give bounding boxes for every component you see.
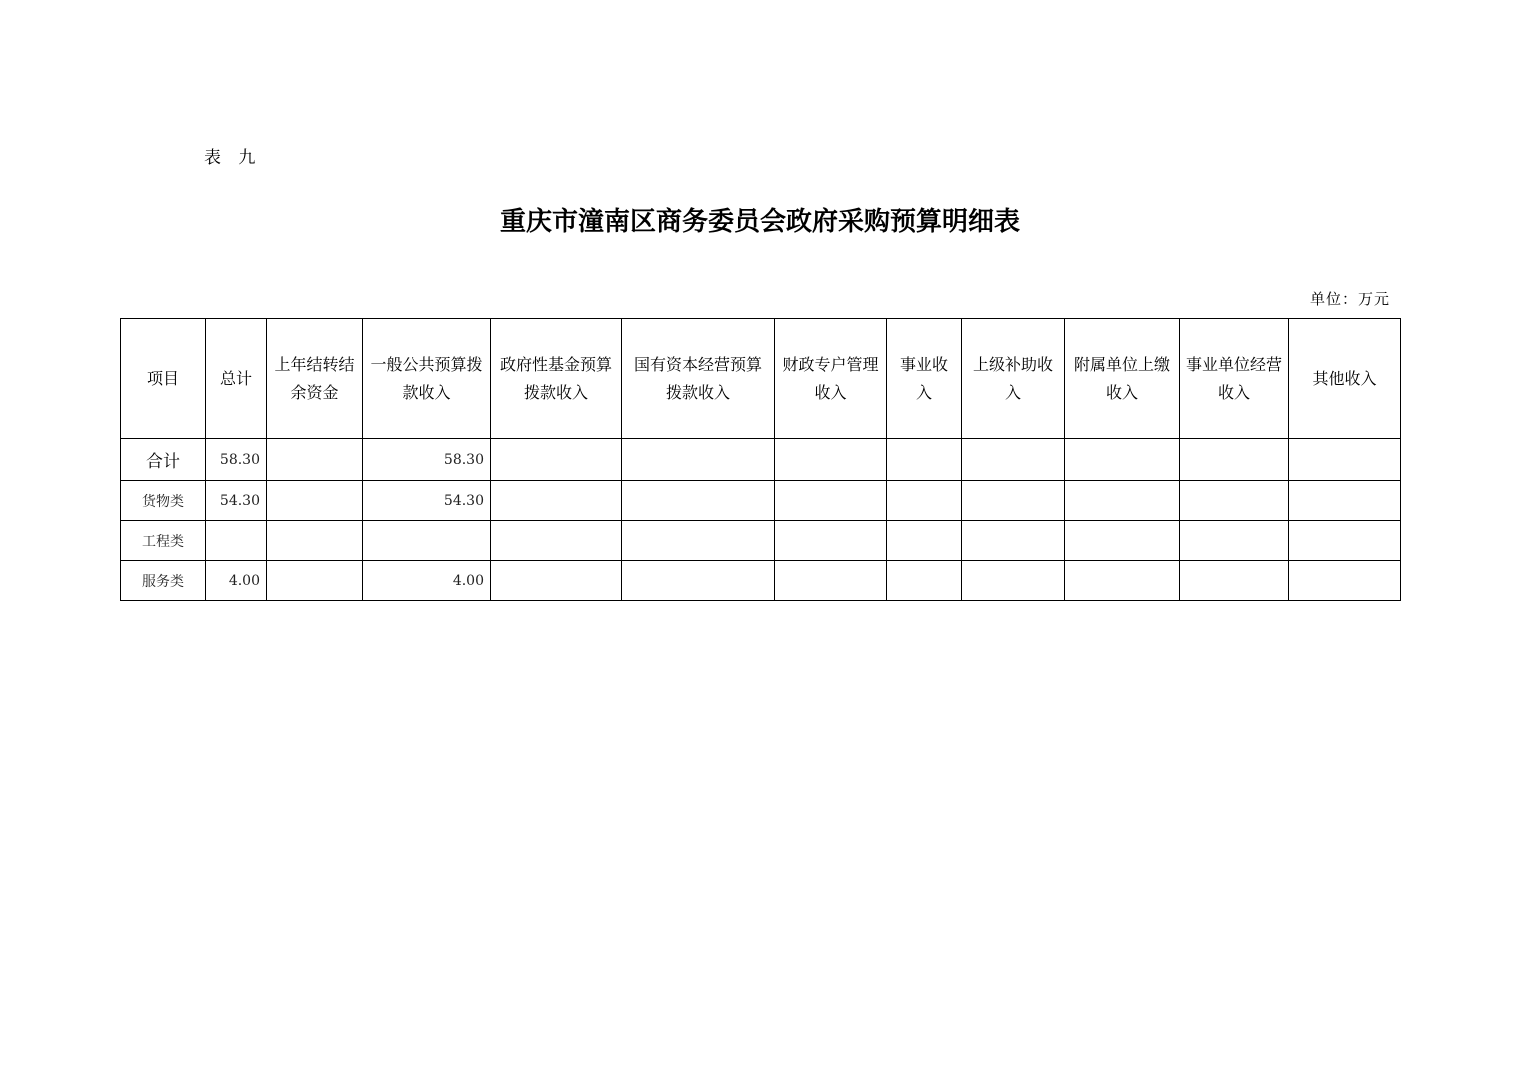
table-cell: [491, 521, 622, 561]
table-header-row: [121, 319, 1401, 439]
table-cell: [887, 439, 962, 481]
unit-label: 单位：万元: [1309, 290, 1390, 308]
table-cell: [962, 481, 1065, 521]
table-cell: [267, 481, 363, 521]
column-header-general-public-budget: 一般公共预算拨款收入: [363, 319, 491, 439]
column-header-superior-subsidy: 上级补助收入: [962, 319, 1065, 439]
table-cell: [1289, 439, 1401, 481]
table-cell: [267, 521, 363, 561]
procurement-budget-table: [120, 318, 1401, 601]
table-number-label: 表 九: [204, 148, 262, 168]
table-cell: [1180, 481, 1289, 521]
table-cell: [962, 521, 1065, 561]
column-header-total: 总计: [206, 319, 267, 439]
table-cell: [1065, 561, 1180, 601]
table-cell: [775, 439, 887, 481]
table-cell: [1065, 481, 1180, 521]
table-cell: [962, 439, 1065, 481]
column-header-item: 项目: [121, 319, 206, 439]
table-cell: 4.00: [363, 561, 491, 601]
table-cell: [887, 561, 962, 601]
table-cell: [622, 561, 775, 601]
table-cell: 54.30: [363, 481, 491, 521]
table-cell: [1180, 439, 1289, 481]
row-label: 合计: [121, 439, 206, 481]
table-cell: [887, 521, 962, 561]
column-header-affiliated-unit-payment: 附属单位上缴收入: [1065, 319, 1180, 439]
table-cell: [363, 521, 491, 561]
table-cell: [1289, 561, 1401, 601]
table-cell: 58.30: [206, 439, 267, 481]
table-cell: [267, 561, 363, 601]
table-cell: [1289, 481, 1401, 521]
column-header-fiscal-account-income: 财政专户管理收入: [775, 319, 887, 439]
table-cell: [622, 521, 775, 561]
table-row-total: [121, 439, 1401, 481]
row-label: 货物类: [121, 481, 206, 521]
table-cell: [1180, 561, 1289, 601]
column-header-business-income: 事业收入: [887, 319, 962, 439]
table-cell: [1180, 521, 1289, 561]
table-cell: [267, 439, 363, 481]
column-header-other-income: 其他收入: [1289, 319, 1401, 439]
table-cell: [775, 481, 887, 521]
table-cell: 58.30: [363, 439, 491, 481]
table-cell: [622, 439, 775, 481]
table-cell: [775, 521, 887, 561]
page-title: 重庆市潼南区商务委员会政府采购预算明细表: [499, 207, 1020, 237]
column-header-carryover-funds: 上年结转结余资金: [267, 319, 363, 439]
row-label: 服务类: [121, 561, 206, 601]
table-cell: [1065, 439, 1180, 481]
table-cell: [775, 561, 887, 601]
table-row-goods: [121, 481, 1401, 521]
table-cell: [887, 481, 962, 521]
table-cell: [1065, 521, 1180, 561]
table-row-services: [121, 561, 1401, 601]
column-header-state-capital-budget: 国有资本经营预算拨款收入: [622, 319, 775, 439]
column-header-government-fund-budget: 政府性基金预算拨款收入: [491, 319, 622, 439]
table-cell: 4.00: [206, 561, 267, 601]
table-cell: [622, 481, 775, 521]
table-cell: [1289, 521, 1401, 561]
table-cell: 54.30: [206, 481, 267, 521]
row-label: 工程类: [121, 521, 206, 561]
table-row-engineering: [121, 521, 1401, 561]
table-cell: [491, 481, 622, 521]
table-cell: [206, 521, 267, 561]
table-cell: [491, 561, 622, 601]
table-cell: [491, 439, 622, 481]
table-cell: [962, 561, 1065, 601]
column-header-operating-income: 事业单位经营收入: [1180, 319, 1289, 439]
